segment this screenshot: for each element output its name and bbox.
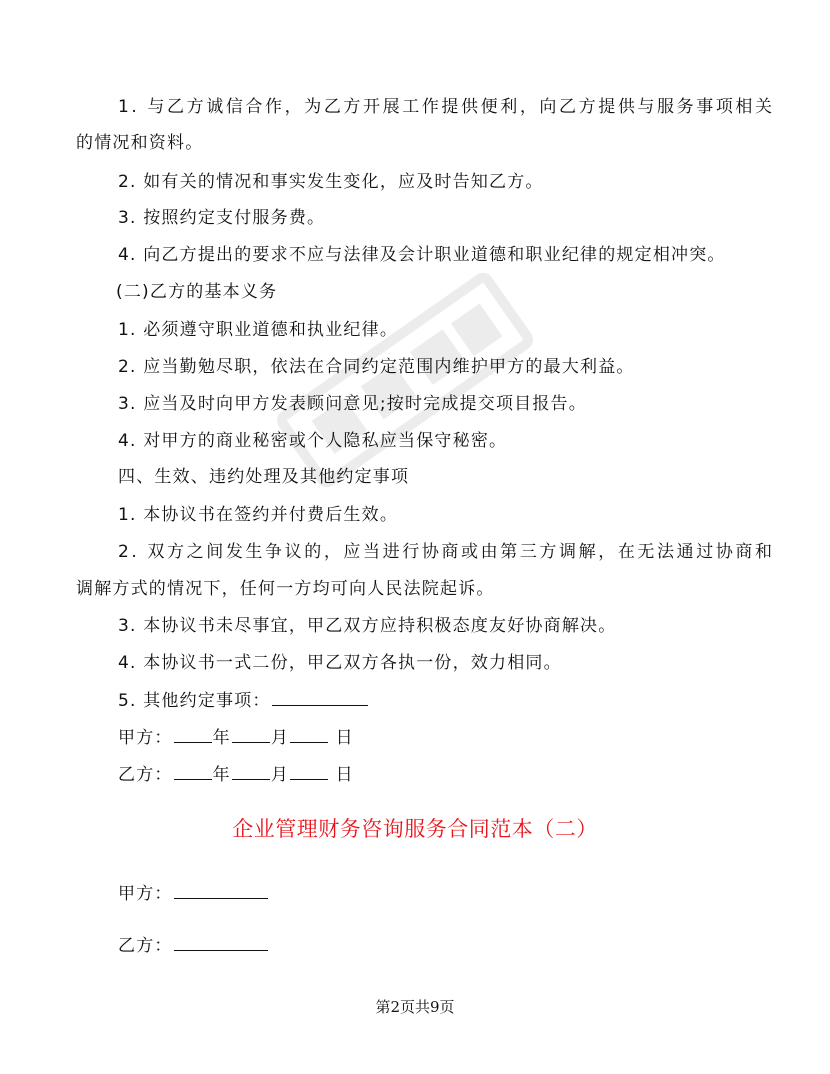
body-line: 2. 如有关的情况和事实发生变化，应及时告知乙方。	[118, 172, 544, 192]
month-blank[interactable]	[232, 763, 270, 780]
watermark-icon	[237, 221, 573, 540]
day-label: 日	[335, 728, 354, 748]
other-matters-blank[interactable]	[272, 689, 368, 706]
party-b-row	[118, 934, 269, 957]
contract-title: 企业管理财务咨询服务合同范本（二）	[232, 817, 598, 841]
other-matters-row	[118, 689, 369, 712]
body-line: 1. 与乙方诚信合作，为乙方开展工作提供便利，向乙方提供与服务事项相关	[118, 97, 775, 117]
other-matters-label: 5. 其他约定事项：	[118, 691, 271, 711]
body-line: 2. 应当勤勉尽职，依法在合同约定范围内维护甲方的最大利益。	[118, 357, 635, 377]
party-a-row	[118, 882, 269, 905]
body-line: 2. 双方之间发生争议的，应当进行协商或由第三方调解，在无法通过协商和	[118, 542, 775, 562]
section-heading: (二)乙方的基本义务	[116, 282, 278, 302]
day-label: 日	[335, 765, 354, 785]
body-line: 4. 向乙方提出的要求不应与法律及会计职业道德和职业纪律的规定相冲突。	[118, 245, 726, 265]
signature-row-b	[118, 763, 354, 786]
day-blank[interactable]	[290, 726, 328, 743]
party-b-label: 乙方：	[118, 936, 173, 956]
party-a-blank[interactable]	[174, 882, 268, 899]
body-line: 3. 本协议书未尽事宜，甲乙双方应持积极态度友好协商解决。	[118, 616, 617, 636]
month-blank[interactable]	[232, 726, 270, 743]
year-label: 年	[212, 728, 231, 748]
year-blank[interactable]	[174, 726, 212, 743]
signature-row-a	[118, 726, 354, 749]
month-label: 月	[270, 728, 290, 748]
body-line: 1. 必须遵守职业道德和执业纪律。	[118, 320, 399, 340]
signature-party-label: 乙方：	[118, 765, 173, 785]
party-b-blank[interactable]	[174, 934, 268, 951]
body-line: 的情况和资料。	[76, 133, 204, 153]
signature-party-label: 甲方：	[118, 728, 173, 748]
body-line: 1. 本协议书在签约并付费后生效。	[118, 505, 399, 525]
month-label: 月	[270, 765, 290, 785]
body-line: 4. 对甲方的商业秘密或个人隐私应当保守秘密。	[118, 431, 508, 451]
body-line: 调解方式的情况下，任何一方均可向人民法院起诉。	[76, 579, 495, 599]
body-line: 4. 本协议书一式二份，甲乙双方各执一份，效力相同。	[118, 653, 562, 673]
page-number: 第2页共9页	[375, 998, 455, 1016]
year-blank[interactable]	[174, 763, 212, 780]
year-label: 年	[212, 765, 231, 785]
day-blank[interactable]	[290, 763, 328, 780]
section-heading: 四、生效、违约处理及其他约定事项	[118, 467, 410, 487]
body-line: 3. 按照约定支付服务费。	[118, 208, 326, 228]
body-line: 3. 应当及时向甲方发表顾问意见;按时完成提交项目报告。	[118, 394, 587, 414]
party-a-label: 甲方：	[118, 884, 173, 904]
